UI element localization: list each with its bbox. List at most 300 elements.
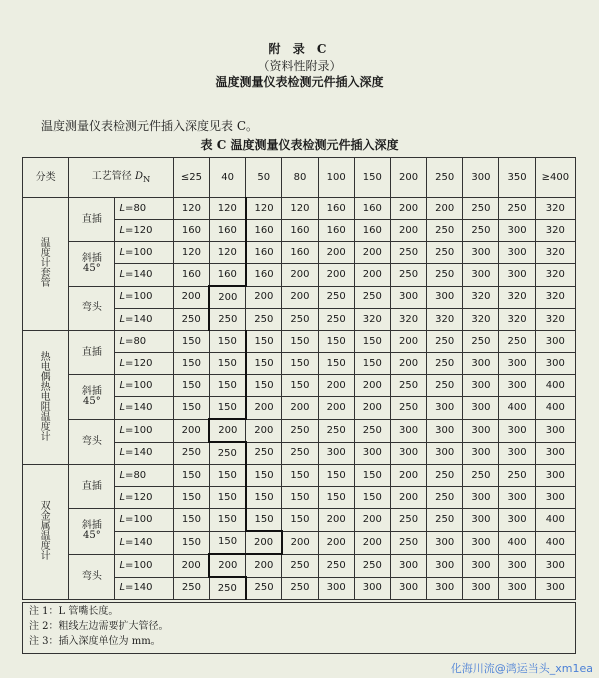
length-symbol: L (119, 246, 126, 258)
category-label: 热电偶热电阻温度计 (23, 331, 69, 465)
depth-value: 250 (318, 419, 354, 442)
depth-value: 200 (354, 397, 390, 420)
depth-value: 120 (173, 242, 209, 264)
length-equals: = (125, 291, 134, 303)
depth-value: 120 (246, 198, 282, 220)
depth-value: 150 (318, 487, 354, 509)
depth-value: 200 (246, 397, 282, 420)
length-symbol: L (119, 291, 126, 303)
depth-value: 300 (427, 554, 463, 577)
depth-value: 200 (209, 554, 245, 577)
depth-value: 250 (282, 309, 318, 331)
length-value: 120 (133, 491, 153, 503)
length-equals: = (125, 424, 134, 436)
depth-value: 300 (535, 353, 575, 375)
depth-value: 200 (427, 198, 463, 220)
appendix-subtitle: （资料性附录） (257, 59, 342, 73)
depth-value: 160 (282, 220, 318, 242)
nozzle-length (115, 331, 173, 353)
intro-text: 温度测量仪表检测元件插入深度见表 C。 (41, 119, 258, 133)
depth-value: 300 (463, 397, 499, 420)
note-1: 注 1：L 管嘴长度。 (29, 606, 119, 617)
mount-type-label: 斜插45° (69, 242, 115, 287)
depth-value: 250 (499, 331, 535, 353)
depth-value: 300 (354, 442, 390, 465)
length-equals: = (125, 513, 134, 525)
note-2: 注 2：粗线左边需要扩大管径。 (29, 621, 169, 632)
nozzle-length (115, 509, 173, 532)
table-row (23, 419, 576, 442)
nozzle-length (115, 375, 173, 397)
depth-value: 250 (427, 375, 463, 397)
depth-value: 400 (535, 509, 575, 532)
depth-value: 250 (427, 220, 463, 242)
category-label: 双金属温度计 (23, 465, 69, 600)
length-value: 100 (133, 246, 153, 258)
length-symbol: L (119, 447, 126, 459)
length-equals: = (125, 447, 134, 459)
depth-value: 250 (427, 353, 463, 375)
depth-value: 250 (390, 375, 426, 397)
watermark: 化海川流@鸿运当头_xm1ea (450, 662, 593, 675)
length-value: 120 (133, 224, 153, 236)
depth-value: 200 (209, 419, 245, 442)
depth-value: 200 (173, 286, 209, 309)
depth-value: 250 (173, 442, 209, 465)
length-value: 120 (133, 357, 153, 369)
depth-value: 250 (318, 309, 354, 331)
depth-value: 150 (318, 331, 354, 353)
depth-value: 150 (173, 465, 209, 487)
depth-value: 250 (499, 465, 535, 487)
length-value: 100 (133, 379, 153, 391)
depth-value: 320 (390, 309, 426, 331)
depth-value: 300 (463, 487, 499, 509)
header-diameter-value: 200 (390, 158, 426, 198)
depth-value: 250 (427, 264, 463, 287)
depth-value: 150 (354, 465, 390, 487)
depth-value: 200 (282, 531, 318, 554)
depth-value: 300 (535, 554, 575, 577)
length-value: 140 (133, 268, 153, 280)
mount-type-label: 弯头 (69, 554, 115, 600)
depth-value: 200 (318, 242, 354, 264)
nozzle-length (115, 220, 173, 242)
depth-value: 150 (173, 331, 209, 353)
depth-value: 250 (463, 331, 499, 353)
depth-value: 320 (535, 242, 575, 264)
depth-value: 320 (463, 309, 499, 331)
length-symbol: L (119, 491, 126, 503)
depth-value: 150 (282, 487, 318, 509)
depth-value: 300 (535, 419, 575, 442)
nozzle-length (115, 442, 173, 465)
depth-value: 160 (209, 264, 245, 287)
depth-value: 200 (354, 509, 390, 532)
length-symbol: L (119, 335, 126, 347)
depth-value: 150 (173, 375, 209, 397)
depth-value: 300 (499, 442, 535, 465)
header-diameter-label: 工艺管径 (91, 170, 132, 182)
nozzle-length (115, 286, 173, 309)
depth-value: 150 (282, 353, 318, 375)
table-row (23, 375, 576, 397)
mount-type-label: 斜插45° (69, 509, 115, 555)
depth-value: 250 (318, 554, 354, 577)
depth-value: 300 (427, 397, 463, 420)
depth-value: 200 (282, 264, 318, 287)
depth-value: 250 (390, 509, 426, 532)
depth-value: 200 (318, 397, 354, 420)
depth-value: 200 (354, 242, 390, 264)
depth-value: 200 (354, 375, 390, 397)
depth-value: 300 (354, 577, 390, 600)
depth-value: 300 (390, 286, 426, 309)
depth-value: 160 (173, 220, 209, 242)
table-row (23, 198, 576, 220)
nozzle-length (115, 487, 173, 509)
depth-value: 250 (427, 242, 463, 264)
depth-value: 160 (246, 242, 282, 264)
category-label: 温度计套管 (23, 198, 69, 331)
length-value: 140 (133, 582, 153, 594)
depth-value: 150 (246, 353, 282, 375)
depth-value: 300 (499, 554, 535, 577)
depth-value: 150 (282, 331, 318, 353)
depth-value: 160 (173, 264, 209, 287)
depth-value: 160 (209, 220, 245, 242)
insertion-depth-table (22, 157, 576, 600)
depth-value: 150 (246, 487, 282, 509)
depth-value: 300 (499, 242, 535, 264)
depth-value: 150 (246, 331, 282, 353)
nozzle-length (115, 198, 173, 220)
length-equals: = (125, 469, 134, 481)
table-row (23, 286, 576, 309)
table-row (23, 509, 576, 532)
depth-value: 160 (246, 220, 282, 242)
depth-value: 320 (499, 286, 535, 309)
depth-value: 150 (282, 509, 318, 532)
depth-value: 300 (427, 577, 463, 600)
depth-value: 300 (535, 465, 575, 487)
depth-value: 150 (209, 375, 245, 397)
depth-value: 200 (390, 353, 426, 375)
length-value: 140 (133, 447, 153, 459)
depth-value: 250 (318, 286, 354, 309)
depth-value: 250 (282, 554, 318, 577)
depth-value: 300 (535, 442, 575, 465)
length-equals: = (125, 335, 134, 347)
depth-value: 160 (318, 198, 354, 220)
depth-value: 250 (463, 220, 499, 242)
depth-value: 160 (246, 264, 282, 287)
depth-value: 160 (318, 220, 354, 242)
length-value: 140 (133, 536, 153, 548)
depth-value: 250 (173, 309, 209, 331)
header-diameter-value: 40 (209, 158, 245, 198)
depth-value: 300 (535, 487, 575, 509)
depth-value: 250 (390, 531, 426, 554)
nozzle-length (115, 397, 173, 420)
depth-value: 150 (209, 397, 245, 420)
length-symbol: L (119, 582, 126, 594)
depth-value: 200 (390, 331, 426, 353)
depth-value: 300 (499, 487, 535, 509)
depth-value: 300 (499, 577, 535, 600)
length-symbol: L (119, 268, 126, 280)
mount-type-label: 直插 (69, 331, 115, 375)
depth-value: 150 (173, 509, 209, 532)
length-equals: = (125, 313, 134, 325)
depth-value: 300 (463, 242, 499, 264)
nozzle-length (115, 264, 173, 287)
table-row (23, 331, 576, 353)
length-symbol: L (119, 513, 126, 525)
depth-value: 200 (354, 531, 390, 554)
length-equals: = (125, 491, 134, 503)
mount-type-label: 弯头 (69, 419, 115, 465)
notes-box (22, 602, 576, 654)
length-symbol: L (119, 202, 126, 214)
length-equals: = (125, 582, 134, 594)
length-value: 100 (133, 291, 153, 303)
depth-value: 250 (390, 264, 426, 287)
table-row (23, 554, 576, 577)
depth-value: 400 (535, 375, 575, 397)
depth-value: 200 (282, 397, 318, 420)
length-equals: = (125, 379, 134, 391)
header-diameter-value: ≤25 (173, 158, 209, 198)
length-value: 100 (133, 513, 153, 525)
length-equals: = (125, 246, 134, 258)
depth-value: 150 (173, 487, 209, 509)
depth-value: 400 (535, 531, 575, 554)
length-symbol: L (119, 379, 126, 391)
depth-value: 320 (427, 309, 463, 331)
depth-value: 320 (354, 309, 390, 331)
depth-value: 320 (499, 309, 535, 331)
depth-value: 250 (354, 286, 390, 309)
depth-value: 150 (354, 353, 390, 375)
depth-value: 320 (535, 286, 575, 309)
depth-value: 150 (209, 465, 245, 487)
length-equals: = (125, 202, 134, 214)
nozzle-length (115, 353, 173, 375)
depth-value: 200 (282, 286, 318, 309)
length-value: 140 (133, 401, 153, 413)
depth-value: 160 (354, 220, 390, 242)
length-value: 80 (133, 335, 147, 347)
header-diameter (69, 158, 174, 198)
depth-value: 250 (209, 577, 245, 600)
depth-value: 200 (354, 264, 390, 287)
depth-value: 300 (390, 577, 426, 600)
length-equals: = (125, 536, 134, 548)
header-diameter-symbol: D (134, 170, 143, 182)
depth-value: 200 (246, 554, 282, 577)
depth-value: 250 (354, 554, 390, 577)
depth-value: 250 (354, 419, 390, 442)
depth-value: 150 (354, 487, 390, 509)
depth-value: 300 (499, 509, 535, 532)
depth-value: 300 (535, 577, 575, 600)
depth-value: 200 (390, 487, 426, 509)
depth-value: 160 (282, 242, 318, 264)
length-equals: = (125, 357, 134, 369)
depth-value: 150 (209, 331, 245, 353)
depth-value: 300 (535, 331, 575, 353)
nozzle-length (115, 309, 173, 331)
mount-type-label: 斜插45° (69, 375, 115, 420)
nozzle-length (115, 419, 173, 442)
depth-value: 300 (390, 442, 426, 465)
depth-value: 150 (209, 487, 245, 509)
depth-value: 300 (463, 353, 499, 375)
header-diameter-value: 250 (427, 158, 463, 198)
table-row (23, 242, 576, 264)
header-diameter-value: 100 (318, 158, 354, 198)
header-diameter-subscript: N (142, 173, 151, 184)
depth-value: 320 (463, 286, 499, 309)
note-3: 注 3：插入深度单位为 mm。 (29, 636, 161, 647)
depth-value: 300 (499, 220, 535, 242)
header-diameter-value: 50 (246, 158, 282, 198)
length-symbol: L (119, 469, 126, 481)
depth-value: 150 (209, 509, 245, 532)
depth-value: 300 (427, 442, 463, 465)
depth-value: 250 (463, 465, 499, 487)
depth-value: 250 (427, 509, 463, 532)
length-symbol: L (119, 224, 126, 236)
depth-value: 120 (282, 198, 318, 220)
depth-value: 300 (427, 286, 463, 309)
depth-value: 250 (499, 198, 535, 220)
header-diameter-value: 80 (282, 158, 318, 198)
table-header-row (23, 158, 576, 198)
depth-value: 150 (354, 331, 390, 353)
depth-value: 400 (499, 531, 535, 554)
depth-value: 200 (246, 286, 282, 309)
header-diameter-value: 150 (354, 158, 390, 198)
length-symbol: L (119, 424, 126, 436)
depth-value: 300 (499, 264, 535, 287)
length-symbol: L (119, 401, 126, 413)
depth-value: 300 (499, 419, 535, 442)
depth-value: 400 (535, 397, 575, 420)
depth-value: 250 (427, 465, 463, 487)
depth-value: 300 (463, 264, 499, 287)
depth-value: 300 (390, 554, 426, 577)
depth-value: 200 (318, 375, 354, 397)
nozzle-length (115, 531, 173, 554)
header-diameter-value: 350 (499, 158, 535, 198)
depth-value: 320 (535, 309, 575, 331)
length-value: 140 (133, 313, 153, 325)
depth-value: 200 (246, 531, 282, 554)
depth-value: 200 (318, 264, 354, 287)
depth-value: 150 (246, 465, 282, 487)
depth-value: 200 (390, 198, 426, 220)
length-value: 100 (133, 424, 153, 436)
depth-value: 320 (535, 198, 575, 220)
depth-value: 250 (246, 309, 282, 331)
header-diameter-value: ≥400 (535, 158, 575, 198)
depth-value: 120 (209, 198, 245, 220)
mount-type-label: 直插 (69, 198, 115, 242)
length-value: 80 (133, 469, 147, 481)
depth-value: 150 (318, 353, 354, 375)
depth-value: 120 (209, 242, 245, 264)
depth-value: 300 (463, 554, 499, 577)
depth-value: 200 (246, 419, 282, 442)
nozzle-length (115, 242, 173, 264)
depth-value: 200 (209, 286, 245, 309)
depth-value: 250 (209, 309, 245, 331)
depth-value: 200 (318, 509, 354, 532)
depth-value: 300 (463, 531, 499, 554)
length-equals: = (125, 224, 134, 236)
nozzle-length (115, 465, 173, 487)
length-equals: = (125, 559, 134, 571)
depth-value: 250 (390, 242, 426, 264)
length-value: 100 (133, 559, 153, 571)
depth-value: 200 (173, 554, 209, 577)
mount-type-label: 直插 (69, 465, 115, 509)
mount-type-label: 弯头 (69, 286, 115, 331)
depth-value: 250 (427, 331, 463, 353)
depth-value: 300 (499, 353, 535, 375)
depth-value: 150 (173, 397, 209, 420)
length-equals: = (125, 268, 134, 280)
table-row (23, 465, 576, 487)
depth-value: 300 (318, 577, 354, 600)
depth-value: 320 (535, 264, 575, 287)
depth-value: 250 (463, 198, 499, 220)
depth-value: 250 (282, 577, 318, 600)
depth-value: 150 (173, 531, 209, 554)
depth-value: 200 (390, 220, 426, 242)
header-category: 分类 (23, 158, 69, 198)
depth-value: 300 (318, 442, 354, 465)
depth-value: 250 (246, 577, 282, 600)
depth-value: 300 (463, 509, 499, 532)
depth-value: 300 (463, 442, 499, 465)
depth-value: 150 (246, 375, 282, 397)
length-symbol: L (119, 559, 126, 571)
depth-value: 250 (390, 397, 426, 420)
depth-value: 150 (282, 465, 318, 487)
length-symbol: L (119, 536, 126, 548)
depth-value: 150 (173, 353, 209, 375)
depth-value: 320 (535, 220, 575, 242)
depth-value: 200 (390, 465, 426, 487)
depth-value: 300 (463, 375, 499, 397)
depth-value: 400 (499, 397, 535, 420)
depth-value: 250 (282, 442, 318, 465)
nozzle-length (115, 577, 173, 600)
header-diameter-value: 300 (463, 158, 499, 198)
depth-value: 150 (318, 465, 354, 487)
depth-value: 300 (427, 419, 463, 442)
length-symbol: L (119, 357, 126, 369)
length-equals: = (125, 401, 134, 413)
depth-value: 200 (173, 419, 209, 442)
depth-value: 150 (282, 375, 318, 397)
depth-value: 300 (390, 419, 426, 442)
appendix-title: 温度测量仪表检测元件插入深度 (215, 75, 384, 89)
table-title: 表 C 温度测量仪表检测元件插入深度 (200, 138, 399, 152)
